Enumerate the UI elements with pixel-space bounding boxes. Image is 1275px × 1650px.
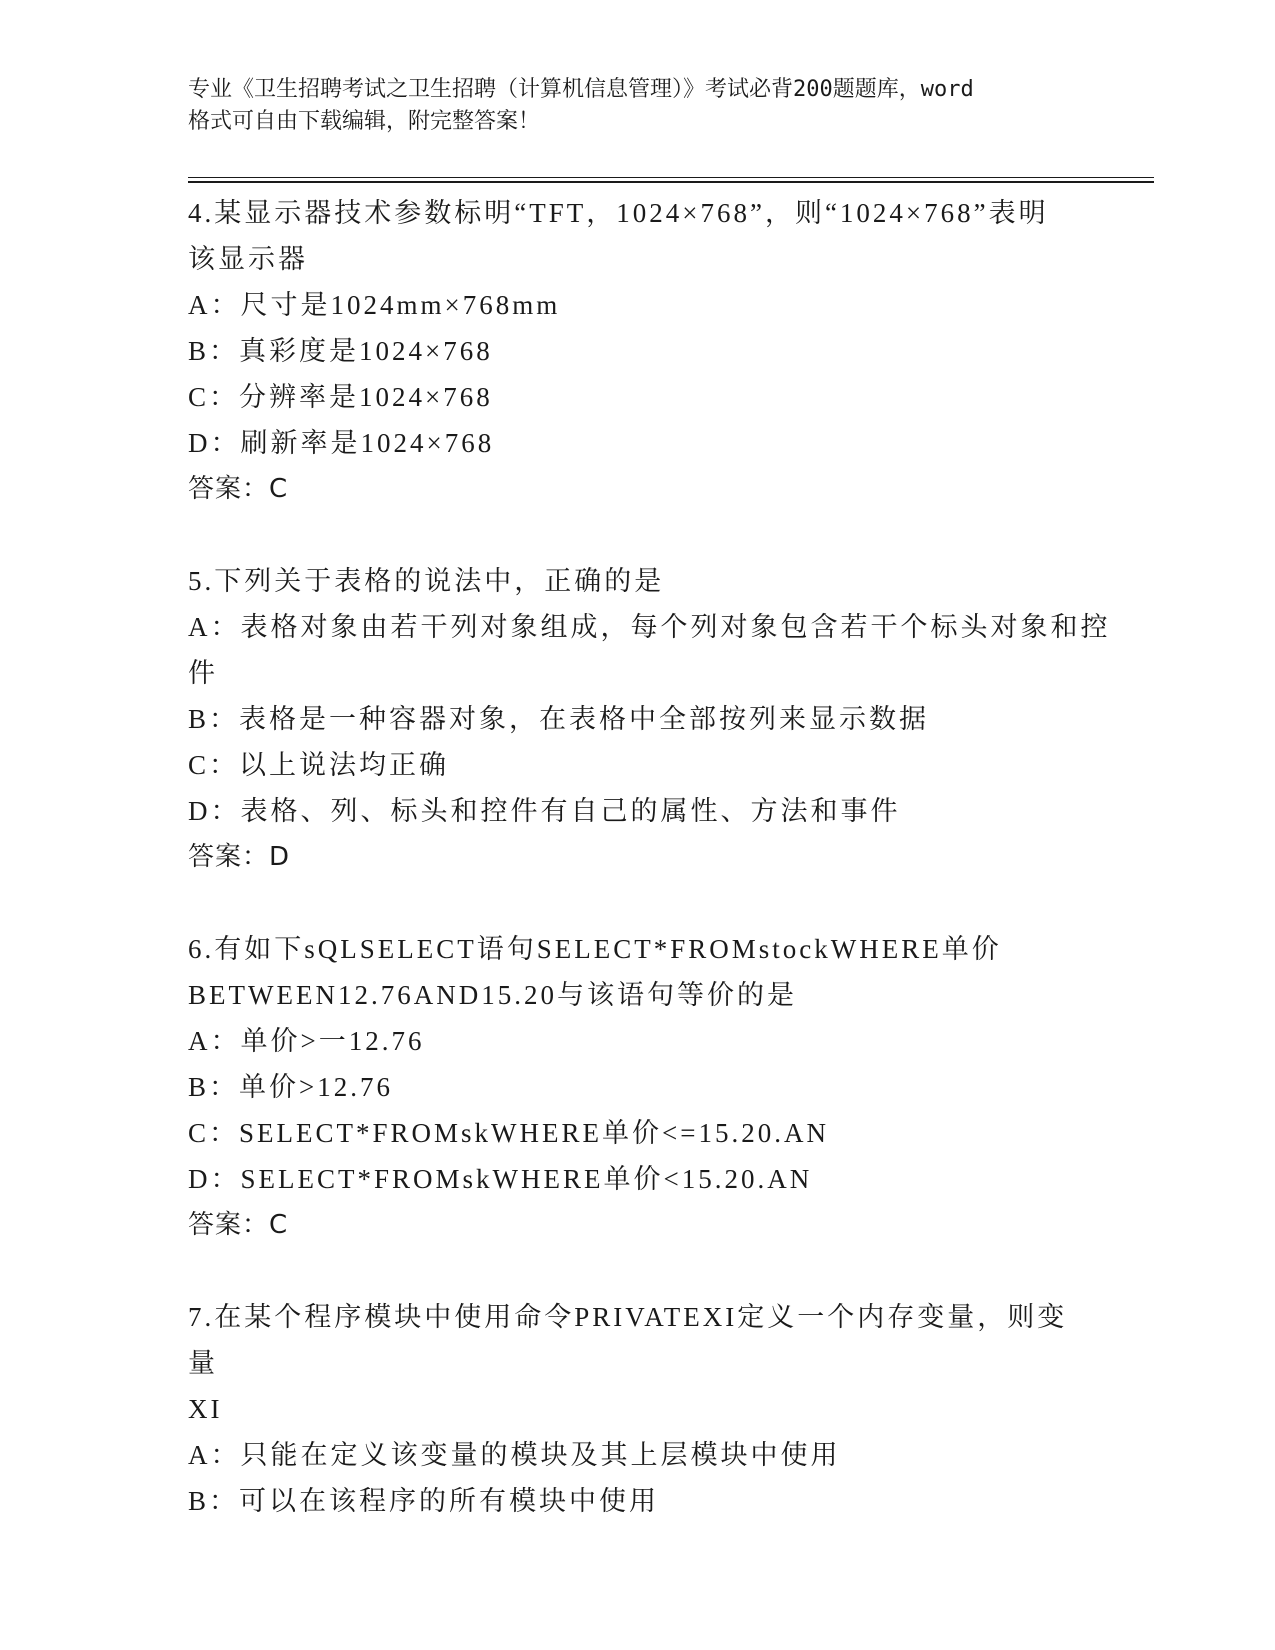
question-7-title-line-1: 7.在某个程序模块中使用命令PRIVATEXI定义一个内存变量，则变量: [188, 1302, 1068, 1378]
header-divider-thin: [188, 177, 1154, 178]
question-6-option-c: C：SELECT*FROMskWHERE单价<=15.20.AN: [188, 1118, 829, 1148]
question-6-option-a: A：单价>一12.76: [188, 1026, 425, 1056]
document-header: [188, 74, 1088, 138]
question-4-title-line-2: 该显示器: [188, 244, 308, 274]
question-4-answer: 答案：C: [188, 474, 289, 504]
question-6-answer: 答案：C: [188, 1210, 289, 1240]
question-7-option-a: A：只能在定义该变量的模块及其上层模块中使用: [188, 1440, 841, 1470]
question-5-option-a-line-2: 件: [188, 658, 218, 688]
question-5: [188, 558, 1111, 834]
question-5-option-d: D：表格、列、标头和控件有自己的属性、方法和事件: [188, 796, 901, 826]
header-line-1: 专业《卫生招聘考试之卫生招聘（计算机信息管理）》考试必背200题题库，word: [188, 77, 974, 102]
question-4-option-b: B：真彩度是1024×768: [188, 336, 493, 366]
question-5-title: 5.下列关于表格的说法中，正确的是: [188, 566, 665, 596]
question-4-option-c: C：分辨率是1024×768: [188, 382, 493, 412]
question-5-option-c: C：以上说法均正确: [188, 750, 450, 780]
question-4: [188, 190, 1088, 466]
question-7-title-line-2: XI: [188, 1394, 223, 1424]
spacer: [188, 880, 1088, 926]
question-6-title-line-1: 6.有如下sQLSELECT语句SELECT*FROMstockWHERE单价: [188, 934, 1002, 964]
question-4-option-d: D：刷新率是1024×768: [188, 428, 495, 458]
spacer: [188, 512, 1088, 558]
question-6: [188, 926, 1088, 1202]
question-6-title-line-2: BETWEEN12.76AND15.20与该语句等价的是: [188, 980, 797, 1010]
question-4-title-line-1: 4.某显示器技术参数标明“TFT，1024×768”，则“1024×768”表明: [188, 198, 1049, 228]
question-5-answer: 答案：D: [188, 842, 291, 872]
question-7: [188, 1294, 1088, 1524]
header-divider-thick: [188, 181, 1154, 183]
question-5-option-b: B：表格是一种容器对象，在表格中全部按列来显示数据: [188, 704, 930, 734]
question-5-option-a-line-1: A：表格对象由若干列对象组成，每个列对象包含若干个标头对象和控: [188, 612, 1111, 642]
question-6-option-d: D：SELECT*FROMskWHERE单价<15.20.AN: [188, 1164, 813, 1194]
header-line-2: 格式可自由下载编辑，附完整答案！: [188, 109, 541, 134]
question-list: [188, 190, 1111, 1524]
question-4-option-a: A：尺寸是1024mm×768mm: [188, 290, 561, 320]
question-7-option-b: B：可以在该程序的所有模块中使用: [188, 1486, 660, 1516]
spacer: [188, 1248, 1088, 1294]
question-6-option-b: B：单价>12.76: [188, 1072, 393, 1102]
